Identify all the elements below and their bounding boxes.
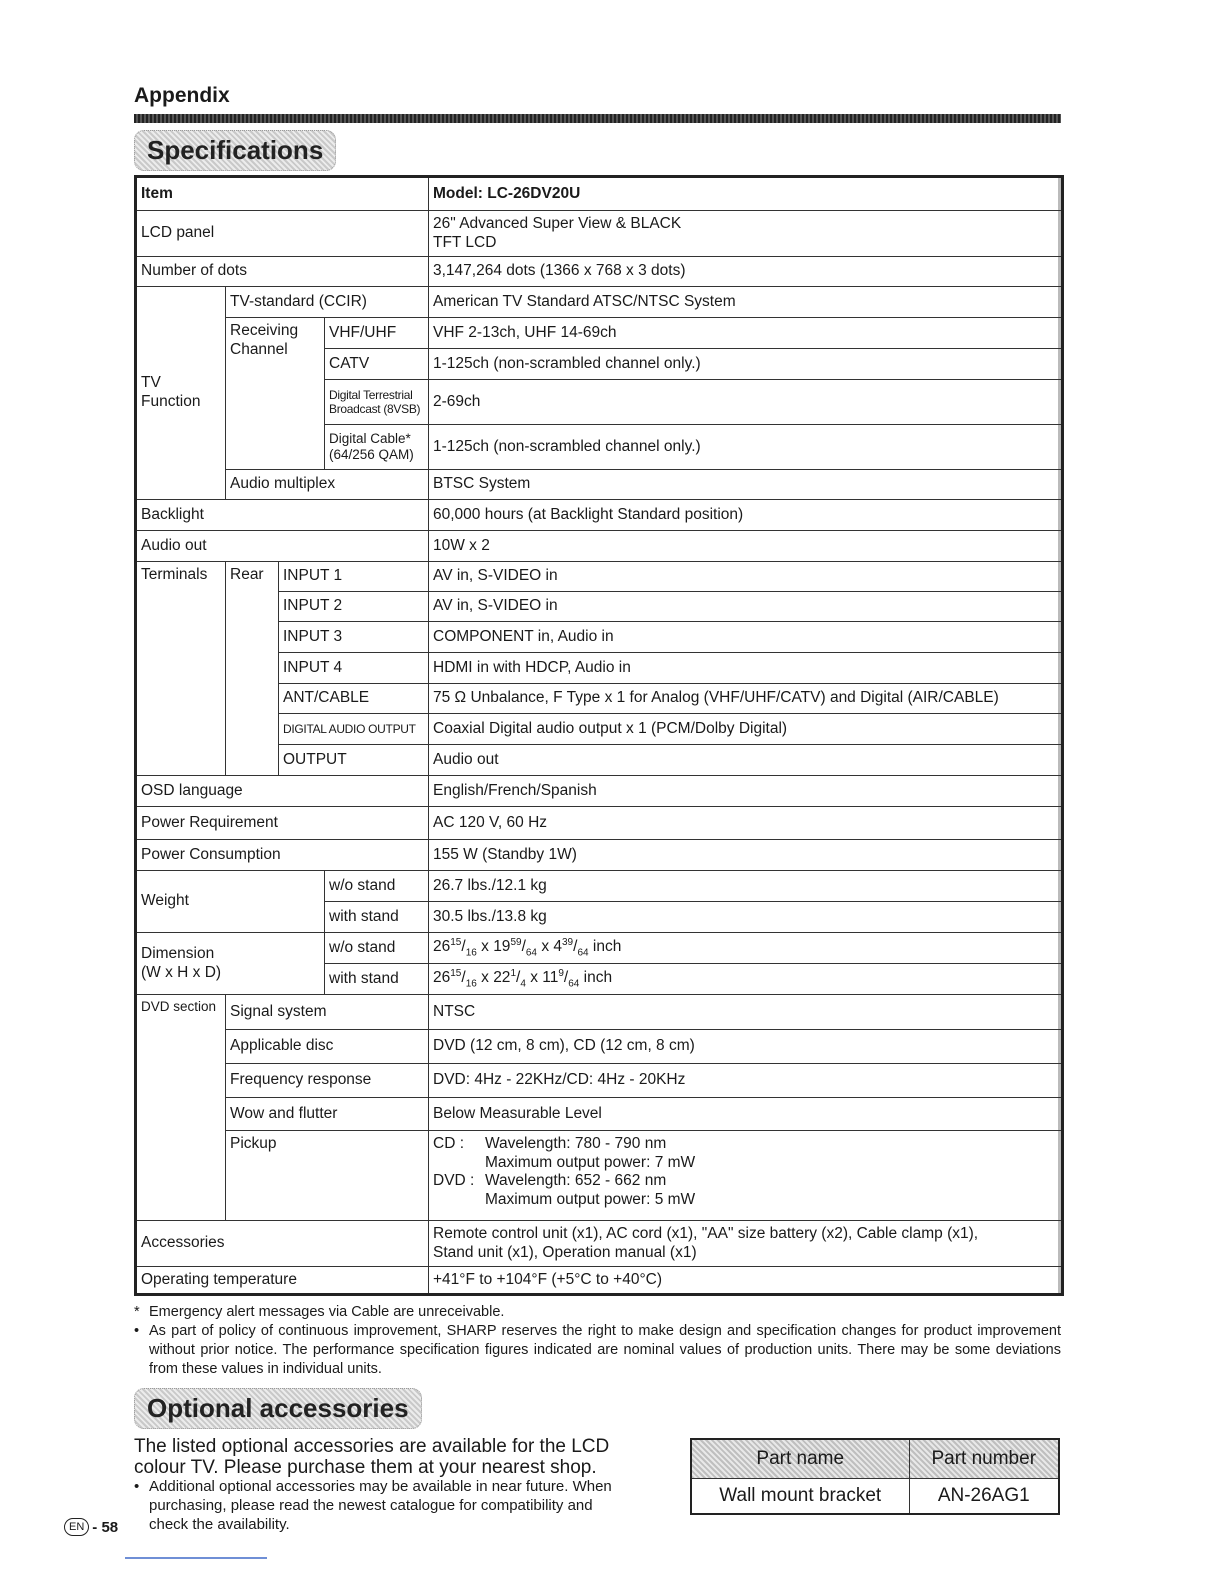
receiving-channel-label	[226, 318, 325, 470]
table-row	[691, 1479, 1059, 1515]
specifications-banner: Specifications	[134, 130, 336, 171]
note-asterisk: *	[134, 1304, 140, 1320]
dimension-label-line2: (W x H x D)	[141, 963, 222, 981]
power-requirement-value: AC 120 V, 60 Hz	[429, 807, 1063, 840]
osd-language-label: OSD language	[136, 776, 429, 807]
digital-cable-label	[325, 425, 429, 470]
optional-parts-table	[690, 1438, 1060, 1515]
pickup-label: Pickup	[226, 1131, 429, 1221]
lcd-panel-value-line2: TFT LCD	[433, 233, 497, 251]
digital-terrestrial-label-line2: Broadcast (8VSB)	[329, 402, 421, 416]
page-number-text: - 58	[92, 1518, 119, 1536]
accessories-label: Accessories	[136, 1221, 429, 1267]
table-row	[136, 776, 1063, 807]
tv-function-label	[136, 287, 226, 500]
catv-label: CATV	[325, 349, 429, 380]
optional-note	[134, 1477, 634, 1534]
table-row	[136, 470, 1063, 500]
optional-note-text: Additional optional accessories may be available in near future. When purchasing, please read the newest catalogue for compatibility and check the availability.	[149, 1478, 612, 1533]
table-row	[136, 1098, 1063, 1131]
table-row	[136, 933, 1063, 964]
part-name-cell: Wall mount bracket	[691, 1479, 909, 1515]
table-row	[136, 1131, 1063, 1221]
frequency-response-label: Frequency response	[226, 1064, 429, 1098]
terminal-value: AV in, S-VIDEO in	[429, 592, 1063, 622]
wow-flutter-value: Below Measurable Level	[429, 1098, 1063, 1131]
pickup-value	[429, 1131, 1063, 1221]
signal-system-value: NTSC	[429, 995, 1063, 1030]
terminal-label: INPUT 3	[279, 622, 429, 653]
part-number-header: Part number	[909, 1439, 1059, 1479]
weight-with-stand-label: with stand	[325, 902, 429, 933]
spec-notes	[134, 1303, 1061, 1379]
terminal-value: AV in, S-VIDEO in	[429, 562, 1063, 592]
digital-cable-value: 1-125ch (non-scrambled channel only.)	[429, 425, 1063, 470]
weight-with-stand-value: 30.5 lbs./13.8 kg	[429, 902, 1063, 933]
terminal-label: INPUT 2	[279, 592, 429, 622]
pickup-dvd-power: Maximum output power: 5 mW	[485, 1190, 696, 1208]
dimension-label-line1: Dimension	[141, 944, 215, 962]
applicable-disc-value: DVD (12 cm, 8 cm), CD (12 cm, 8 cm)	[429, 1030, 1063, 1064]
pickup-dvd-line: DVD : Wavelength: 652 - 662 nm	[433, 1172, 667, 1190]
tv-function-label-line1: TV	[141, 374, 161, 392]
frequency-response-value: DVD: 4Hz - 22KHz/CD: 4Hz - 20KHz	[429, 1064, 1063, 1098]
power-requirement-label: Power Requirement	[136, 807, 429, 840]
table-row	[136, 500, 1063, 531]
number-of-dots-label: Number of dots	[136, 257, 429, 287]
lcd-panel-value-line1: 26" Advanced Super View & BLACK	[433, 214, 682, 232]
tv-standard-value: American TV Standard ATSC/NTSC System	[429, 287, 1063, 318]
table-row	[136, 807, 1063, 840]
digital-cable-label-line1: Digital Cable*	[329, 430, 411, 446]
terminal-value: Coaxial Digital audio output x 1 (PCM/Dolby Digital)	[429, 714, 1063, 745]
language-badge: EN	[64, 1518, 89, 1536]
wow-flutter-label: Wow and flutter	[226, 1098, 429, 1131]
pickup-cd-line: CD : Wavelength: 780 - 790 nm	[433, 1135, 667, 1152]
terminal-label: OUTPUT	[279, 745, 429, 776]
digital-terrestrial-label	[325, 380, 429, 425]
weight-wo-stand-value: 26.7 lbs./12.1 kg	[429, 871, 1063, 902]
digital-terrestrial-label-line1: Digital Terrestrial	[329, 387, 413, 402]
vhf-uhf-value: VHF 2-13ch, UHF 14-69ch	[429, 318, 1063, 349]
accessories-value-line1: Remote control unit (x1), AC cord (x1), "AA" size battery (x2), Cable clamp (x1),	[433, 1224, 979, 1242]
appendix-heading: Appendix	[134, 84, 230, 107]
note-bullet: •	[134, 1323, 140, 1339]
tv-function-label-line2: Function	[141, 393, 201, 410]
accessories-value-line2: Stand unit (x1), Operation manual (x1)	[433, 1243, 697, 1261]
dimension-with-stand-label: with stand	[325, 964, 429, 995]
operating-temperature-value: +41°F to +104°F (+5°C to +40°C)	[429, 1267, 1063, 1295]
table-row	[136, 318, 1063, 349]
weight-label: Weight	[136, 871, 325, 933]
part-number-cell: AN-26AG1	[909, 1479, 1059, 1515]
terminals-label: Terminals	[136, 562, 226, 776]
header-item-cell: Item	[136, 177, 429, 211]
pickup-cd-power: Maximum output power: 7 mW	[485, 1153, 696, 1171]
power-consumption-label: Power Consumption	[136, 840, 429, 871]
vhf-uhf-label: VHF/UHF	[325, 318, 429, 349]
terminals-rear-label: Rear	[226, 562, 279, 776]
table-header-row	[136, 177, 1063, 211]
terminal-value: 75 Ω Unbalance, F Type x 1 for Analog (VHF/UHF/CATV) and Digital (AIR/CABLE)	[429, 684, 1063, 714]
catv-value: 1-125ch (non-scrambled channel only.)	[429, 349, 1063, 380]
audio-out-label: Audio out	[136, 531, 429, 562]
table-row	[136, 1221, 1063, 1267]
tv-standard-label: TV-standard (CCIR)	[226, 287, 429, 318]
dimension-wo-stand-label: w/o stand	[325, 933, 429, 964]
parts-header-row	[691, 1439, 1059, 1479]
weight-wo-stand-label: w/o stand	[325, 871, 429, 902]
table-row	[136, 1030, 1063, 1064]
heading-rule	[134, 114, 1061, 123]
header-model-cell: Model: LC-26DV20U	[429, 177, 1063, 211]
backlight-value: 60,000 hours (at Backlight Standard position)	[429, 500, 1063, 531]
dvd-section-label: DVD section	[136, 995, 226, 1221]
note-text: Emergency alert messages via Cable are unreceivable.	[149, 1304, 505, 1320]
optional-note-bullet: •	[134, 1478, 140, 1495]
terminal-label: INPUT 1	[279, 562, 429, 592]
optional-intro-text: The listed optional accessories are available for the LCD colour TV. Please purchase them at your nearest shop.	[134, 1436, 610, 1478]
table-row	[136, 531, 1063, 562]
digital-terrestrial-value: 2-69ch	[429, 380, 1063, 425]
receiving-channel-label-line1: Receiving	[230, 322, 299, 339]
backlight-label: Backlight	[136, 500, 429, 531]
table-row	[136, 562, 1063, 592]
terminal-value: COMPONENT in, Audio in	[429, 622, 1063, 653]
power-consumption-value: 155 W (Standby 1W)	[429, 840, 1063, 871]
table-row	[136, 257, 1063, 287]
osd-language-value: English/French/Spanish	[429, 776, 1063, 807]
specifications-table	[134, 175, 1064, 1296]
terminal-value: Audio out	[429, 745, 1063, 776]
number-of-dots-value: 3,147,264 dots (1366 x 768 x 3 dots)	[429, 257, 1063, 287]
table-row	[136, 871, 1063, 902]
signal-system-label: Signal system	[226, 995, 429, 1030]
optional-accessories-banner: Optional accessories	[134, 1388, 422, 1429]
audio-out-value: 10W x 2	[429, 531, 1063, 562]
table-row	[136, 1267, 1063, 1295]
dimension-label	[136, 933, 325, 995]
lcd-panel-value	[429, 211, 1063, 257]
note-item	[134, 1303, 1061, 1322]
table-row	[136, 287, 1063, 318]
part-name-header: Part name	[691, 1439, 909, 1479]
audio-multiplex-label: Audio multiplex	[226, 470, 429, 500]
receiving-channel-label-line2: Channel	[230, 340, 288, 358]
table-row	[136, 840, 1063, 871]
dimension-with-stand-value: $26^{15}/_{16}$ x $22^1/_4$ x $11^9/_{64}$ inch	[429, 964, 1063, 995]
table-row	[136, 995, 1063, 1030]
terminal-label: ANT/CABLE	[279, 684, 429, 714]
note-item	[134, 1322, 1061, 1379]
page-number	[64, 1518, 118, 1536]
dimension-wo-stand-value: $26^{15}/_{16}$ x $19^{59}/_{64}$ x $4^{39}/_{64}$ inch	[429, 933, 1063, 964]
note-text: As part of policy of continuous improvement, SHARP reserves the right to make design and specification changes for product improvement without prior notice. The performance specification figures indicated are nominal values of production units. There may be some deviations from these values in individual units.	[149, 1323, 1061, 1377]
terminal-label: INPUT 4	[279, 653, 429, 684]
applicable-disc-label: Applicable disc	[226, 1030, 429, 1064]
terminal-label: DIGITAL AUDIO OUTPUT	[279, 714, 429, 745]
bottom-divider	[125, 1557, 267, 1559]
table-row	[136, 211, 1063, 257]
operating-temperature-label: Operating temperature	[136, 1267, 429, 1295]
digital-cable-label-line2: (64/256 QAM)	[329, 447, 414, 462]
table-row	[136, 1064, 1063, 1098]
audio-multiplex-value: BTSC System	[429, 470, 1063, 500]
lcd-panel-label: LCD panel	[136, 211, 429, 257]
terminal-value: HDMI in with HDCP, Audio in	[429, 653, 1063, 684]
accessories-value	[429, 1221, 1063, 1267]
